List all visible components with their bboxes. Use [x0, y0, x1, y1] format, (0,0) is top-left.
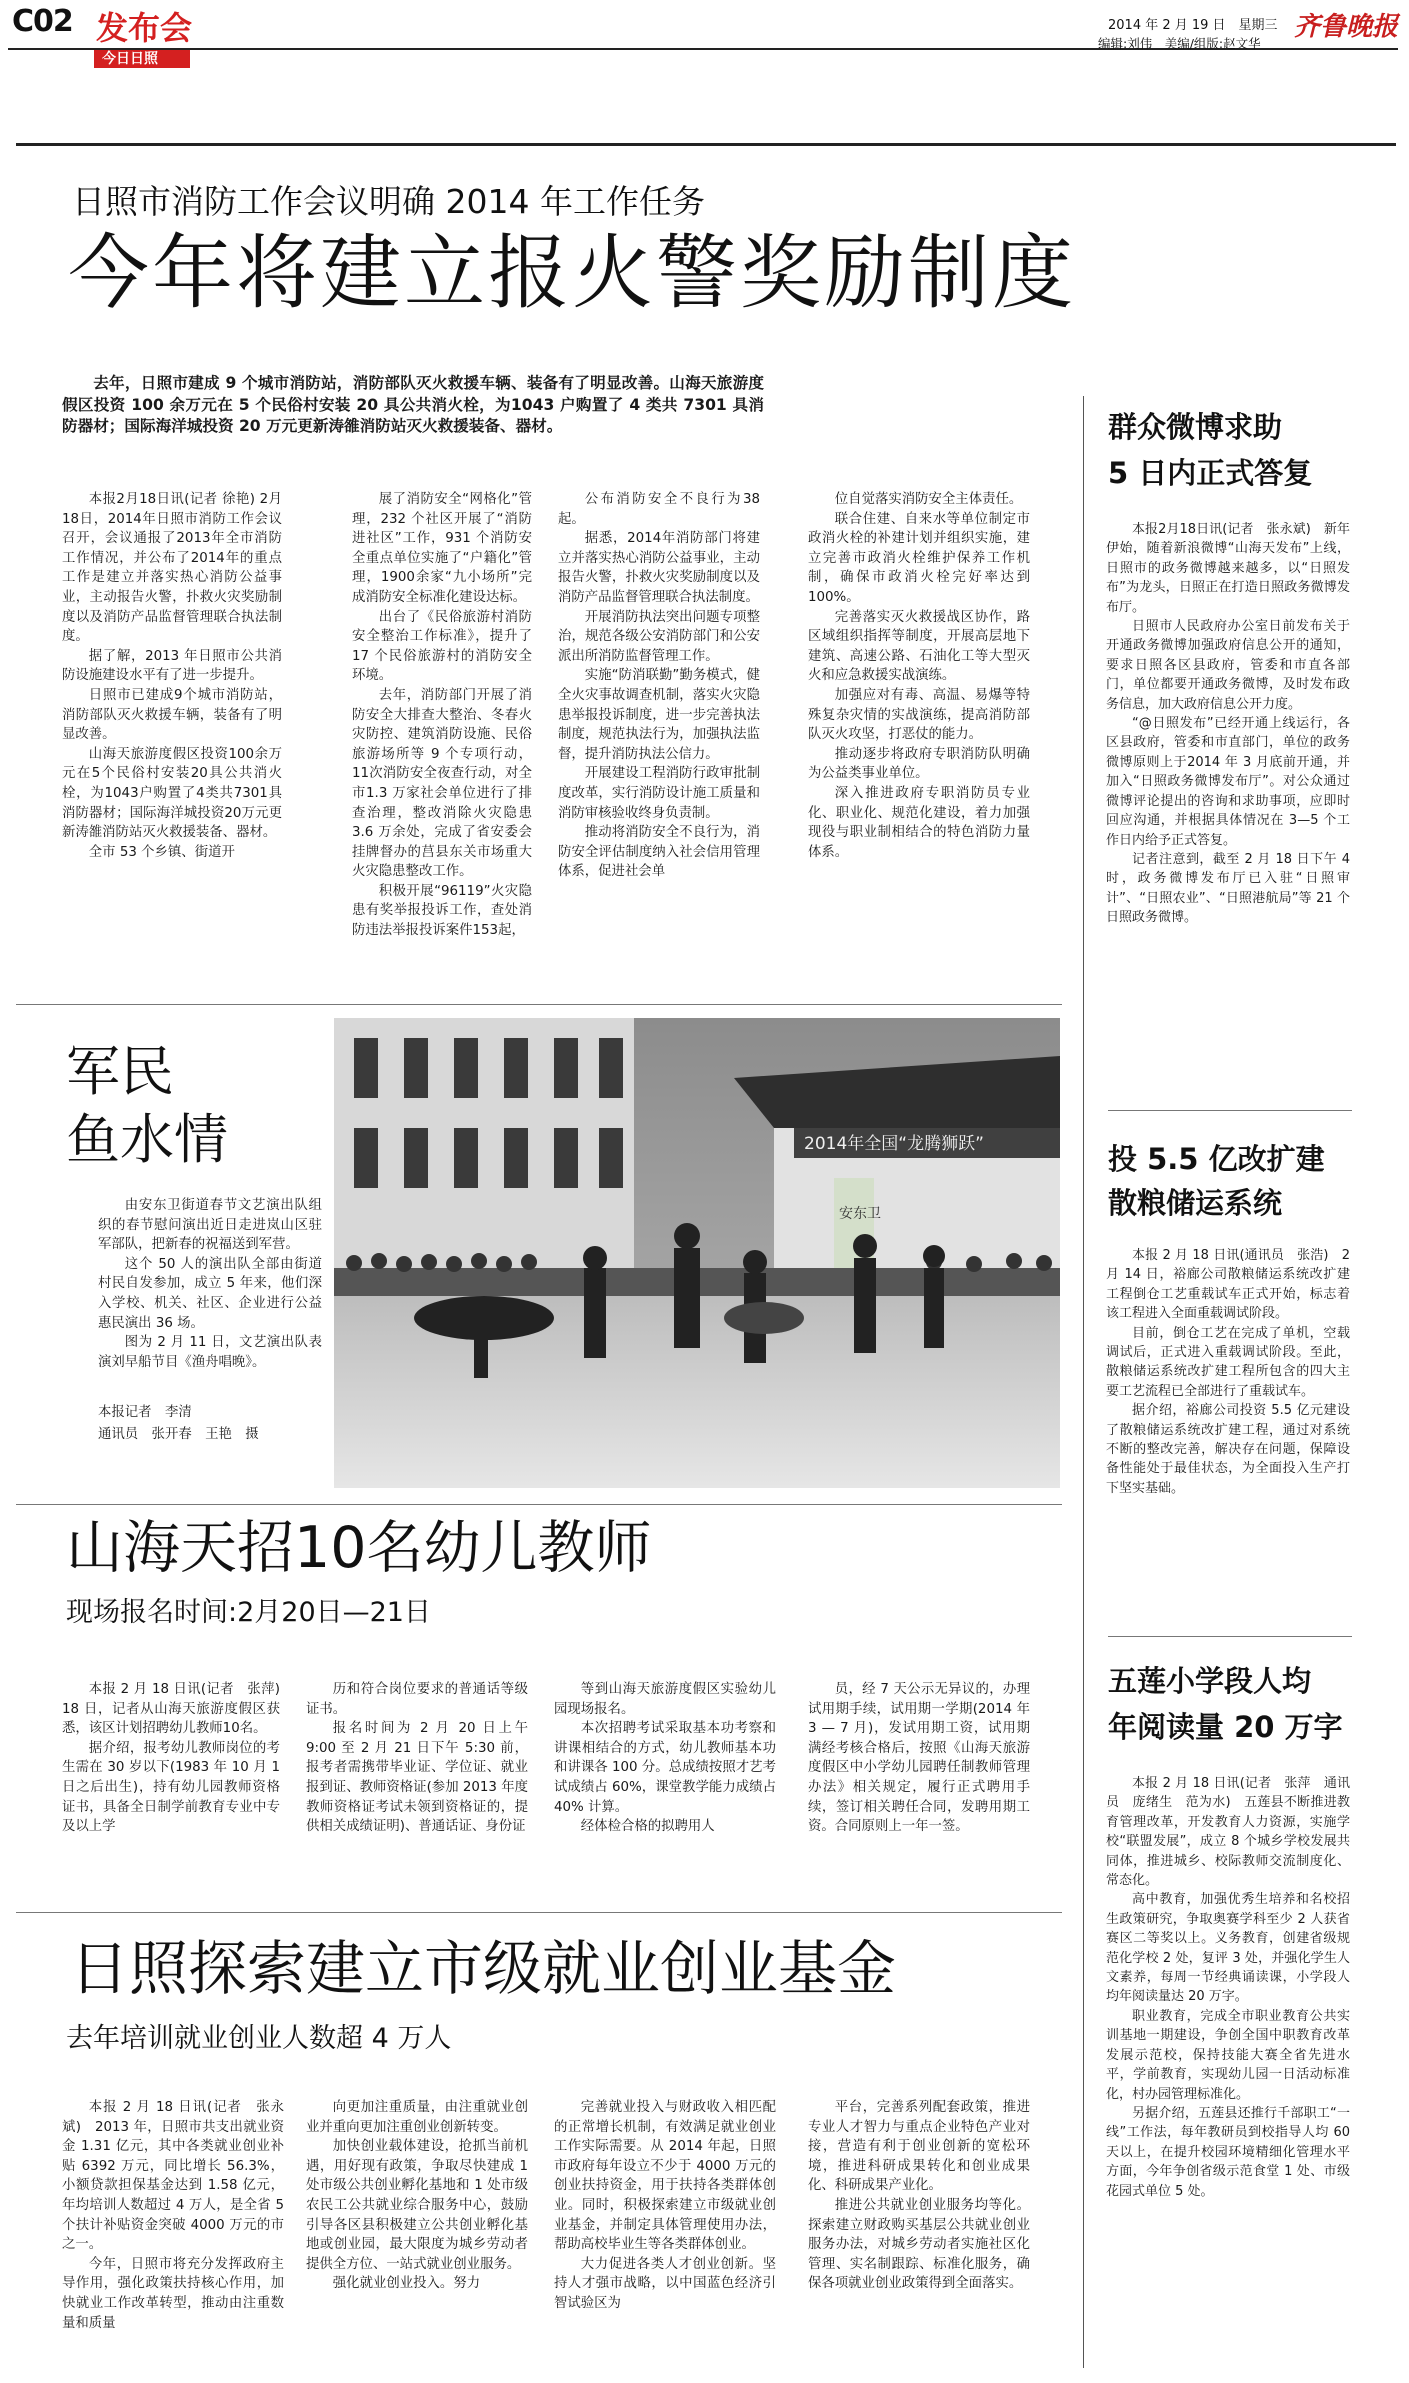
paragraph: 报名时间为 2 月 20 日上午 9:00 至 2 月 21 日下午 5:30 前，报考者需携带毕业证、学位证、就业报到证、教师资格证(参加 2013 年度教师资格证考试未领到资格证的，提供相关成绩证明)、普通话证、身份证: [306, 1721, 528, 1835]
issue-date: 2014 年 2 月 19 日 星期三: [1108, 18, 1278, 33]
paragraph: 展了消防安全“网格化”管理，232 个社区开展了“消防进社区”工作，931 个消防安全重点单位实施了“户籍化”管理，1900余家“九小场所”完成消防安全标准化建设达标。: [352, 492, 532, 605]
sidebar1-title-line1: 群众微博求助: [1108, 410, 1283, 444]
photo-banner-text: 2014年全国“龙腾狮跃”: [804, 1134, 984, 1154]
paragraph: 本次招聘考试采取基本功考察和讲课相结合的方式，幼儿教师基本功和讲课各 100 分。总成绩按照才艺考试成绩占 60%，课堂教学能力成绩占 40% 计算。: [554, 1721, 776, 1815]
sidebar2-title-line1: 投 5.5 亿改扩建: [1108, 1142, 1325, 1176]
top-divider: [16, 143, 1396, 146]
article1-kicker: 日照市消防工作会议明确 2014 年工作任务: [72, 182, 705, 221]
article3-headline: 日照探索建立市级就业创业基金: [70, 1934, 897, 2003]
article1-headline: 今年将建立报火警奖励制度: [68, 227, 1077, 321]
paragraph: 强化就业创业投入。努力: [332, 2276, 481, 2292]
sidebar1-body: [1106, 520, 1350, 1076]
paragraph: 本报2月18日讯(记者 徐艳) 2月18日，2014年日照市消防工作会议召开，会议通报了2013年全市消防工作情况，并公布了2014年的重点工作是建立并落实热心消防公益事业，主动报告火警，扑救火灾奖励制度以及消防产品监督管理联合执法制度。: [62, 492, 282, 645]
paragraph: 职业教育，完成全市职业教育公共实训基地一期建设，争创全国中职教育改革发展示范校，保持技能大赛全省先进水平，学前教育，实现幼儿园一日活动标准化，村办园管理标准化。: [1106, 2008, 1350, 2102]
paragraph: 图为 2 月 11 日，文艺演出队表演刘早船节目《渔舟唱晚》。: [98, 1335, 322, 1370]
paragraph: 目前，倒仓工艺在完成了单机，空载调试后，正式进入重载调试阶段。至此，散粮储运系统改扩建工程所包含的四大主要工艺流程已全部进行了重载试车。: [1106, 1325, 1350, 1399]
sidebar3-body: [1106, 1774, 1350, 2368]
photo-illustration: [334, 1018, 1060, 1488]
article2-top-rule: [16, 1504, 1062, 1505]
paragraph: “@日照发布”已经开通上线运行，各区县政府，管委和市直部门，单位的政务微博原则上于2014 年 3 月底前开通，并加入“日照政务微博发布厅”。对公众通过微博评论提出的咨询和求助事项，应即时回应沟通，并根据具体情况在 3—5 个工作日内给予正式答复。: [1106, 716, 1350, 848]
paragraph: 加强应对有毒、高温、易爆等特殊复杂灾情的实战演练，提高消防部队灭火攻坚，打恶仗的能力。: [808, 687, 1030, 743]
article2-headline: 山海天招10名幼儿教师: [66, 1515, 652, 1581]
paragraph: 开展建设工程消防行政审批制度改革，实行消防设计施工质量和消防审核验收终身负责制。: [558, 766, 760, 821]
paragraph: 历和符合岗位要求的普通话等级证书。: [306, 1682, 528, 1717]
paragraph: 员，经 7 天公示无异议的，办理试用期手续，试用期一学期(2014 年 3 — 7 月)，发试用期工资，试用期满经考核合格后，按照《山海天旅游度假区中小学幼儿园聘任制教师管理办法》相关规定，履行正式聘用手续，签订相关聘任合同，发聘用期工资。合同原则上一年一签。: [808, 1682, 1030, 1835]
sidebar3-title-line1: 五莲小学段人均: [1108, 1664, 1312, 1698]
paragraph: 据介绍，裕廊公司投资 5.5 亿元建设了散粮储运系统改扩建工程，通过对系统不断的整改完善，解决存在问题，保障设备性能处于最佳状态，为全面投入生产打下坚实基础。: [1106, 1403, 1350, 1496]
paragraph: 完善落实灭火救援战区协作，路区域组织指挥等制度，开展高层地下建筑、高速公路、石油化工等大型灭火和应急救援实战演练。: [808, 609, 1030, 684]
paragraph: 山海天旅游度假区投资100余万元在5个民俗村安装20具公共消火栓，为1043户购置了4类共7301具消防器材；国际海洋城投资20万元更新涛雒消防站灭火救援装备、器材。: [62, 746, 282, 841]
article3-col4: [808, 2098, 1030, 2374]
paragraph: 今年，日照市将充分发挥政府主导作用，强化政策扶持核心作用，加快就业工作改革转型，推动由注重数量和质量: [62, 2256, 284, 2331]
paragraph: 积极开展“96119”火灾隐患有奖举报投诉工作，查处消防违法举报投诉案件153起，: [352, 883, 532, 939]
article2-col3: [554, 1680, 776, 1900]
sidebar2-title-line2: 散粮储运系统: [1108, 1186, 1283, 1220]
subsection-title: 今日日照: [102, 51, 158, 67]
paragraph: 本报 2 月 18 日讯(记者 张萍 通讯员 庞绪生 范为水) 五莲县不断推进教育管理改革，开发教育人力资源，实施学校“联盟发展”，成立 8 个城乡学校发展共同体，推进城乡、校际教师交流制度化、常态化。: [1106, 1776, 1350, 1889]
paragraph: 另据介绍，五莲县还推行千部职工“一线”工作法，每年教研员到校指导人均 60 天以上，在提升校园环境精细化管理水平方面，今年争创省级示范食堂 1 处、市级花园式单位 5 处。: [1106, 2105, 1350, 2199]
sidebar-divider: [1083, 396, 1084, 2368]
sidebar3-title-line2: 年阅读量 20 万字: [1108, 1710, 1343, 1744]
paragraph: 向更加注重质量，由注重就业创业并重向更加注重创业创新转变。: [306, 2100, 528, 2135]
paragraph: 日照市已建成9个城市消防站，消防部队灭火救援车辆，装备有了明显改善。: [62, 687, 282, 743]
page-header: [0, 0, 1409, 66]
paragraph: 公布消防安全不良行为38起。: [558, 492, 760, 527]
paragraph: 推动将消防安全不良行为，消防安全评估制度纳入社会信用管理体系，促进社会单: [558, 825, 760, 880]
paragraph: 平台，完善系列配套政策，推进专业人才智力与重点企业特色产业对接，营造有利于创业创新的宽松环境，推进科研成果转化和创业成果化、科研成果产业化。: [808, 2100, 1030, 2194]
feature-title-line1: 军民: [66, 1040, 174, 1103]
newspaper-logo: 齐鲁晚报: [1294, 12, 1399, 42]
paragraph: 本报 2 月 18 日讯(通讯员 张浩) 2 月 14 日，裕廊公司散粮储运系统改扩建工程倒仓工艺重载试车正式开始，标志着该工程进入全面重载调试阶段。: [1106, 1248, 1350, 1322]
article2-col2: [306, 1680, 528, 1900]
paragraph: 据悉，2014年消防部门将建立并落实热心消防公益事业，主动报告火警，扑救火灾奖励制度以及消防产品监督管理联合执法制度。: [558, 531, 760, 605]
article3-col3: [554, 2098, 776, 2374]
article2-col4: [808, 1680, 1030, 1900]
page-code: C02: [12, 4, 73, 39]
paragraph: 深入推进政府专职消防员专业化、职业化、规范化建设，着力加强现役与职业制相结合的特色消防力量体系。: [808, 785, 1030, 860]
photo-sign-text: 安东卫: [839, 1206, 881, 1222]
sidebar1-title-line2: 5 日内正式答复: [1108, 456, 1313, 490]
paragraph: 本报2月18日讯(记者 张永斌) 新年伊始，随着新浪微博“山海天发布”上线，日照市的政务微博越来越多，以“日照发布”为龙头，日照正在打造日照政务微博发布厅。: [1106, 522, 1350, 615]
sidebar-rule-1: [1108, 1110, 1352, 1111]
paragraph: 联合住建、自来水等单位制定市政消火栓的补建计划并组织实施，建立完善市政消火栓维护保养工作机制，确保市政消火栓完好率达到100%。: [808, 511, 1030, 605]
section-title: 发布会: [96, 9, 193, 47]
article2-col1: [62, 1680, 294, 1900]
editor-credits: 编辑:刘伟 美编/组版:赵文华: [1098, 36, 1261, 51]
article3-top-rule: [16, 1912, 1062, 1913]
paragraph: 据了解，2013 年日照市公共消防设施建设水平有了进一步提升。: [62, 648, 282, 684]
paragraph: 高中教育，加强优秀生培养和名校招生政策研究，争取奥赛学科至少 2 人获省赛区二等奖以上。义务教育，创建省级规范化学校 2 处，复评 3 处，并强化学生人文素养，每周一节经典诵读课，小学段人均年阅读量达 20 万字。: [1106, 1892, 1350, 2005]
paragraph: 由安东卫街道春节文艺演出队组织的春节慰问演出近日走进岚山区驻军部队，把新春的祝福送到军营。: [98, 1198, 322, 1253]
article1-col3: [558, 490, 760, 978]
paragraph: 去年，消防部门开展了消防安全大排查大整治、冬春火灾防控、建筑消防设施、民俗旅游场所等 9 个专项行动，11次消防安全夜查行动，对全市1.3 万家社会单位进行了排查治理，整改消除火灾隐患 3.6 万余处，完成了省安委会挂牌督办的莒县东关市场重大火灾隐患整改工作。: [352, 687, 532, 880]
paragraph: 加快创业载体建设，抢抓当前机遇，用好现有政策，争取尽快建成 1 处市级公共创业孵化基地和 1 处市级农民工公共就业综合服务中心，鼓励引导各区县积极建立公共创业孵化基地或创业园，最大限度为城乡劳动者提供全方位、一站式就业创业服务。: [306, 2139, 528, 2272]
paragraph: 完善就业投入与财政收入相匹配的正常增长机制，有效满足就业创业工作实际需要。从 2014 年起，日照市政府每年设立不少于 4000 万元的创业扶持资金，用于扶持各类群体创业。同时，积极探索建立市级就业创业基金，并制定具体管理使用办法，帮助高校毕业生等各类群体创业。: [554, 2100, 776, 2253]
article3-col2: [306, 2098, 528, 2374]
feature-credit-reporter: 本报记者 李清: [98, 1405, 192, 1420]
article2-subhead: 现场报名时间:2月20日—21日: [66, 1597, 431, 1628]
paragraph: 据介绍，报考幼儿教师岗位的考生需在 30 岁以下(1983 年 10 月 1 日之后出生)，持有幼儿园教师资格证书，具备全日制学前教育专业中专及以上学: [62, 1740, 280, 1835]
feature-title-line2: 鱼水情: [66, 1108, 228, 1171]
paragraph: 开展消防执法突出问题专项整治，规范各级公安消防部门和公安派出所消防监督管理工作。: [558, 609, 760, 664]
sidebar-rule-2: [1108, 1636, 1352, 1637]
paragraph: 本报 2 月 18 日讯(记者 张萍) 18 日，记者从山海天旅游度假区获悉，该区计划招聘幼儿教师10名。: [62, 1682, 294, 1737]
feature-credit-photo: 通讯员 张开春 王艳 摄: [98, 1427, 259, 1442]
sidebar2-body: [1106, 1246, 1350, 1618]
article1-col4: [808, 490, 1030, 978]
paragraph: 推进公共就业创业服务均等化。探索建立财政购买基层公共就业创业服务办法，对城乡劳动者实施社区化管理、实名制跟踪、标准化服务，确保各项就业创业政策得到全面落实。: [808, 2197, 1030, 2292]
paragraph: 本报 2 月 18 日讯(记者 张永斌) 2013 年，日照市共支出就业资金 1.31 亿元，其中各类就业创业补贴 6392 万元，同比增长 56.3%，小额贷款担保基金达到 1.58 亿元，年均培训人数超过 4 万人，是全省 5 个扶计补贴资金突破 4000 万元的市之一。: [62, 2100, 284, 2253]
article1-lead: 去年，日照市建成 9 个城市消防站，消防部队灭火救援车辆、装备有了明显改善。山海天旅游度假区投资 100 余万元在 5 个民俗村安装 20 具公共消火栓，为1043 户购置了 4 类共 7301 具消防器材；国际海洋城投资 20 万元更新涛雒消防站灭火救援装备、器材。: [62, 374, 764, 435]
paragraph: 日照市人民政府办公室日前发布关于开通政务微博加强政府信息公开的通知，要求日照各区县政府，管委和市直各部门，单位都要开通政务微博，及时发布政务信息，加大政府信息公开力度。: [1106, 619, 1350, 712]
paragraph: 经体检合格的拟聘用人: [580, 1819, 715, 1835]
paragraph: 全市 53 个乡镇、街道开: [88, 844, 235, 860]
feature-body: [98, 1196, 322, 1396]
feature-photo: [334, 1018, 1060, 1488]
paragraph: 等到山海天旅游度假区实验幼儿园现场报名。: [554, 1682, 776, 1717]
paragraph: 大力促进各类人才创业创新。坚持人才强市战略，以中国蓝色经济引智试验区为: [554, 2256, 776, 2311]
article3-subhead: 去年培训就业创业人数超 4 万人: [66, 2023, 452, 2054]
article1-col1: [62, 490, 282, 978]
article3-col1: [62, 2098, 284, 2374]
feature-top-rule: [16, 1004, 1062, 1005]
paragraph: 实施“防消联勤”勤务模式，健全火灾事故调查机制，落实火灾隐患举报投诉制度，进一步完善执法制度，规范执法行为，加强执法监督，提升消防执法公信力。: [558, 668, 760, 762]
article1-col2: [352, 490, 532, 978]
paragraph: 这个 50 人的演出队全部由街道村民自发参加，成立 5 年来，他们深入学校、机关、社区、企业进行公益惠民演出 36 场。: [98, 1256, 322, 1331]
paragraph: 推动逐步将政府专职消防队明确为公益类事业单位。: [808, 746, 1030, 782]
paragraph: 位自觉落实消防安全主体责任。: [834, 492, 1023, 507]
paragraph: 记者注意到，截至 2 月 18 日下午 4 时，政务微博发布厅已入驻“日照审计”、“日照农业”、“日照港航局”等 21 个日照政务微博。: [1106, 851, 1350, 926]
paragraph: 出台了《民俗旅游村消防安全整治工作标准》，提升了17 个民俗旅游村的消防安全环境。: [352, 609, 532, 684]
